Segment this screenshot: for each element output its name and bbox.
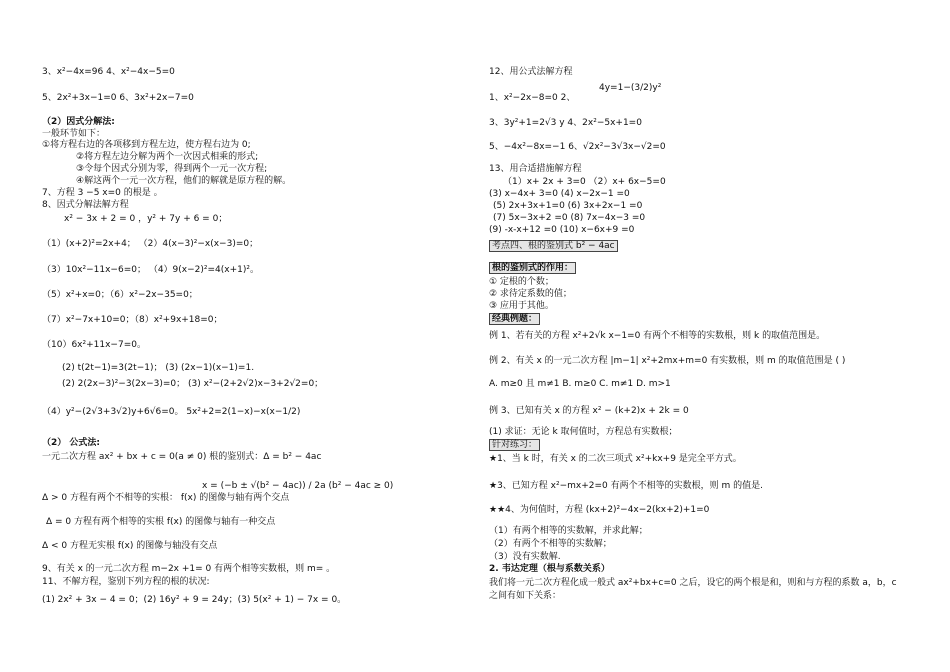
right-text-r31: 我们将一元二次方程化成一般式 ax²+bx+c=0 之后，设它的两个根是和，则和与方程的系数 a，b，c bbox=[489, 578, 897, 588]
right-column bbox=[489, 0, 929, 672]
left-text-l18: (2) 2(2x−3)²−3(2x−3)=0； (3) x²−(2+2√2)x−3+2√2=0； bbox=[62, 379, 324, 389]
right-text-r10: (7) 5x−3x+2 =0 (8) 7x−4x−3 =0 bbox=[493, 213, 646, 223]
right-text-r8: (3) x−4x+ 3=0 (4) x−2x−1 =0 bbox=[489, 189, 630, 199]
left-text-l12: （1）(x+2)²=2x+4； （2）4(x−3)²−x(x−3)=0； bbox=[42, 239, 259, 249]
right-text-line-r5 bbox=[489, 141, 666, 154]
right-text-line-r1 bbox=[489, 66, 572, 79]
right-text-line-r21 bbox=[489, 405, 689, 418]
left-text-l2: 5、2x²+3x−1=0 6、3x²+2x−7=0 bbox=[42, 93, 194, 103]
right-text-r3: 1、x²−2x−8=0 2、 bbox=[489, 93, 576, 103]
right-text-r12: 考点四、根的鉴别式 b² − 4ac bbox=[489, 240, 618, 252]
right-text-r24: ★1、当 k 时，有关 x 的二次三项式 x²+kx+9 是完全平方式。 bbox=[489, 454, 742, 464]
right-text-line-r20 bbox=[489, 378, 671, 391]
right-text-line-r6 bbox=[489, 163, 581, 176]
right-text-line-r16 bbox=[489, 300, 554, 313]
left-text-line-l25 bbox=[42, 540, 217, 553]
left-text-l23: Δ > 0 方程有两个不相等的实根： f(x) 的图像与轴有两个交点 bbox=[42, 493, 290, 503]
right-text-r4: 3、3y²+1=2√3 y 4、2x²−5x+1=0 bbox=[489, 118, 642, 128]
right-text-r14: ① 定根的个数； bbox=[489, 277, 554, 287]
right-text-r2: 4y=1−(3/2)y² bbox=[599, 83, 662, 93]
right-text-line-r2 bbox=[599, 82, 661, 95]
left-text-l10: 8、因式分解法解方程 bbox=[42, 200, 129, 210]
right-text-r27: （1）有两个相等的实数解，并求此解； bbox=[489, 526, 648, 536]
left-text-l14: （5）x²+x=0；（6）x²−2x−35=0； bbox=[42, 290, 198, 300]
right-text-r32: 之间有如下关系： bbox=[489, 591, 562, 601]
right-text-line-r11 bbox=[489, 224, 634, 237]
left-text-l25: Δ < 0 方程无实根 f(x) 的图像与轴没有交点 bbox=[42, 541, 218, 551]
right-text-line-r23 bbox=[489, 439, 540, 452]
right-text-line-r18 bbox=[489, 330, 825, 343]
left-text-line-l10 bbox=[42, 199, 129, 212]
left-text-l3: （2）因式分解法: bbox=[42, 117, 115, 127]
left-text-line-l14 bbox=[42, 289, 198, 302]
right-text-r1: 12、用公式法解方程 bbox=[489, 67, 573, 77]
left-text-line-l20 bbox=[42, 437, 100, 450]
left-text-line-l21 bbox=[42, 451, 321, 464]
left-text-l20: （2） 公式法: bbox=[42, 438, 100, 448]
right-text-r15: ② 求待定系数的值； bbox=[489, 289, 572, 299]
left-text-l8: ④解这两个一元一次方程，他们的解就是原方程的解。 bbox=[76, 176, 292, 186]
right-text-line-r17 bbox=[489, 313, 540, 326]
left-text-l24: Δ = 0 方程有两个相等的实根 f(x) 的图像与轴有一种交点 bbox=[46, 517, 276, 527]
right-text-r23: 针对练习： bbox=[489, 439, 540, 451]
right-text-line-r30 bbox=[489, 563, 610, 576]
right-text-r25: ★3、已知方程 x²−mx+2=0 有两个不相等的实数根，则 m 的值是. bbox=[489, 481, 763, 491]
right-text-r29: （3）没有实数解. bbox=[489, 552, 561, 562]
right-text-line-r22 bbox=[489, 426, 678, 439]
right-text-r28: （2）有两个不相等的实数解； bbox=[489, 539, 612, 549]
left-text-l9: 7、方程 3 −5 x=0 的根是 。 bbox=[42, 188, 163, 198]
right-text-line-r28 bbox=[489, 538, 612, 551]
left-text-l15: （7）x²−7x+10=0；（8）x²+9x+18=0； bbox=[42, 315, 223, 325]
right-text-line-r19 bbox=[489, 355, 845, 368]
right-text-r22: (1) 求证：无论 k 取何值时，方程总有实数根； bbox=[489, 427, 678, 437]
right-text-line-r27 bbox=[489, 525, 648, 538]
left-text-l17: (2) t(2t−1)=3(2t−1)； (3) (2x−1)(x−1)=1. bbox=[62, 363, 255, 373]
left-text-l4: 一般环节如下： bbox=[42, 129, 106, 139]
right-text-r13: 根的鉴别式的作用： bbox=[489, 262, 576, 274]
left-text-line-l2 bbox=[42, 92, 194, 105]
left-text-l6: ②将方程左边分解为两个一次因式相乘的形式; bbox=[76, 152, 259, 162]
left-text-l5: ①将方程右边的各项移到方程左边，使方程右边为 0; bbox=[42, 140, 251, 150]
left-text-l7: ③令每个因式分别为零，得到两个一元一次方程; bbox=[76, 164, 268, 174]
right-text-r5: 5、−4x²−8x=−1 6、√2x²−3√3x−√2=0 bbox=[489, 142, 666, 152]
right-text-line-r31 bbox=[489, 577, 897, 590]
right-text-line-r4 bbox=[489, 117, 642, 130]
right-text-r7: （1）x+ 2x + 3=0 （2）x+ 6x−5=0 bbox=[503, 177, 666, 187]
left-text-l1: 3、x²−4x=96 4、x²−4x−5=0 bbox=[42, 67, 175, 77]
right-text-r20: A. m≥0 且 m≠1 B. m≥0 C. m≠1 D. m>1 bbox=[489, 379, 671, 389]
right-text-r21: 例 3、已知有关 x 的方程 x² − (k+2)x + 2k = 0 bbox=[489, 406, 689, 416]
right-text-r26: ★★4、为何值时，方程 (kx+2)²−4x−2(kx+2)+1=0 bbox=[489, 505, 710, 515]
right-text-r9: (5) 2x+3x+1=0 (6) 3x+2x−1 =0 bbox=[493, 201, 643, 211]
left-text-l26: 9、有关 x 的一元二次方程 m−2x +1= 0 有两个相等实数根，则 m= 。 bbox=[42, 564, 336, 574]
right-text-r30: 2. 韦达定理（根与系数关系） bbox=[489, 564, 610, 574]
left-text-line-l19 bbox=[42, 406, 300, 419]
right-text-line-r3 bbox=[489, 92, 575, 105]
left-text-line-l18 bbox=[62, 378, 323, 391]
left-text-line-l28 bbox=[42, 594, 346, 607]
left-text-l19: （4）y²−(2√3+3√2)y+6√6=0。 5x²+2=2(1−x)−x(x−1/2) bbox=[42, 407, 301, 417]
right-text-line-r13 bbox=[489, 262, 576, 275]
left-text-line-l17 bbox=[62, 362, 254, 375]
right-text-line-r12 bbox=[489, 240, 618, 253]
left-column bbox=[42, 0, 462, 672]
left-text-line-l23 bbox=[42, 492, 289, 505]
left-text-l21: 一元二次方程 ax² + bx + c = 0(a ≠ 0) 根的鉴别式：Δ = b² − 4ac bbox=[42, 452, 322, 462]
left-text-line-l12 bbox=[42, 238, 258, 251]
left-text-l28: (1) 2x² + 3x − 4 = 0；(2) 16y² + 9 = 24y；(3) 5(x² + 1) − 7x = 0。 bbox=[42, 595, 347, 605]
left-text-line-l27 bbox=[42, 576, 210, 589]
right-text-r16: ③ 应用于其他。 bbox=[489, 301, 554, 311]
right-text-line-r26 bbox=[489, 504, 709, 517]
left-text-line-l15 bbox=[42, 314, 223, 327]
right-text-r6: 13、用合适措施解方程 bbox=[489, 164, 582, 174]
right-text-r11: (9) -x-x+12 =0 (10) x−6x+9 =0 bbox=[489, 225, 635, 235]
left-text-l11: x² − 3x + 2 = 0 ，y² + 7y + 6 = 0； bbox=[64, 214, 228, 224]
left-text-line-l1 bbox=[42, 66, 175, 79]
right-text-line-r32 bbox=[489, 590, 561, 603]
left-text-line-l13 bbox=[42, 264, 259, 277]
left-text-l27: 11、不解方程，鉴别下列方程的根的状况: bbox=[42, 577, 210, 587]
right-text-r17: 经典例题： bbox=[489, 313, 540, 325]
left-text-l16: （10）6x²+11x−7=0。 bbox=[42, 340, 146, 350]
right-text-line-r25 bbox=[489, 480, 763, 493]
left-text-line-l11 bbox=[64, 213, 227, 226]
left-text-line-l24 bbox=[46, 516, 275, 529]
left-text-l13: （3）10x²−11x−6=0； （4）9(x−2)²=4(x+1)²。 bbox=[42, 265, 259, 275]
right-text-r19: 例 2、有关 x 的一元二次方程 |m−1| x²+2mx+m=0 有实数根，则 m 的取值范围是 ( ) bbox=[489, 356, 846, 366]
right-text-r18: 例 1、若有关的方程 x²+2√k x−1=0 有两个不相等的实数根，则 k 的取值范围是。 bbox=[489, 331, 826, 341]
left-text-line-l16 bbox=[42, 339, 146, 352]
left-text-l22: x = (−b ± √(b² − 4ac)) / 2a (b² − 4ac ≥ 0) bbox=[202, 481, 394, 491]
right-text-line-r24 bbox=[489, 453, 742, 466]
left-text-line-l26 bbox=[42, 563, 335, 576]
